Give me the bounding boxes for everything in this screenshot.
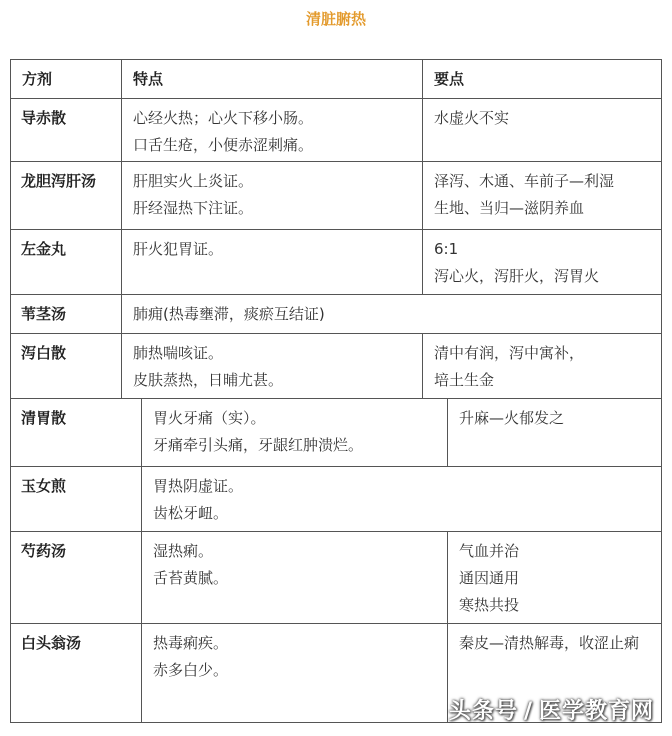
point-line: 水虚火不实 <box>434 109 510 127</box>
row-points-cell <box>447 531 662 623</box>
row-name-cell <box>10 98 121 161</box>
point-line: 清中有润，泻中寓补， <box>434 344 585 362</box>
row-features-cell <box>121 98 422 161</box>
point-line: 培土生金 <box>434 371 495 389</box>
row-features-cell <box>141 398 447 466</box>
formula-name: 芍药汤 <box>21 542 67 560</box>
feature-line: 心经火热；心火下移小肠。 <box>133 109 314 127</box>
feature-line: 肺痈(热毒壅滞，痰瘀互结证) <box>133 305 325 323</box>
watermark-source: 头条号 <box>448 699 518 724</box>
formula-name: 白头翁汤 <box>21 634 82 652</box>
point-line: 秦皮—清热解毒，收涩止痢 <box>459 634 640 652</box>
row-points-cell <box>422 98 662 161</box>
watermark-slash: / <box>523 699 533 724</box>
row-name-cell <box>10 294 121 333</box>
row-features-cell <box>121 161 422 229</box>
point-line: 通因通用 <box>459 569 520 587</box>
row-features-cell <box>121 294 662 333</box>
watermark-publisher: 医学教育网 <box>538 699 654 724</box>
row-points-cell <box>422 333 662 398</box>
formula-name: 左金丸 <box>21 240 67 258</box>
header-formula: 方剂 <box>22 70 53 88</box>
row-features-cell <box>141 466 662 531</box>
point-line: 生地、当归—滋阴养血 <box>434 199 585 217</box>
header-features: 特点 <box>133 70 164 88</box>
feature-line: 皮肤蒸热，日晡尤甚。 <box>133 371 284 389</box>
feature-line: 口舌生疮，小便赤涩刺痛。 <box>133 136 314 154</box>
feature-line: 湿热痢。 <box>153 542 214 560</box>
point-line: 泻心火，泻肝火，泻胃火 <box>434 267 600 285</box>
formula-name: 龙胆泻肝汤 <box>21 172 97 190</box>
row-name-cell <box>10 466 141 531</box>
row-points-cell <box>422 229 662 294</box>
row-name-cell <box>10 161 121 229</box>
row-name-cell <box>10 623 141 723</box>
row-features-cell <box>121 333 422 398</box>
header-cell-features <box>121 59 422 98</box>
formula-name: 苇茎汤 <box>21 305 67 323</box>
header-cell-points <box>422 59 662 98</box>
row-name-cell <box>10 398 141 466</box>
row-features-cell <box>121 229 422 294</box>
feature-line: 舌苔黄腻。 <box>153 569 229 587</box>
point-line: 气血并治 <box>459 542 520 560</box>
point-line: 寒热共投 <box>459 596 520 614</box>
formula-name: 玉女煎 <box>21 477 67 495</box>
point-line: 6:1 <box>434 240 459 258</box>
feature-line: 肺热喘咳证。 <box>133 344 224 362</box>
row-name-cell <box>10 333 121 398</box>
feature-line: 热毒痢疾。 <box>153 634 229 652</box>
feature-line: 肝经湿热下注证。 <box>133 199 254 217</box>
feature-line: 肝胆实火上炎证。 <box>133 172 254 190</box>
watermark <box>449 694 654 725</box>
row-name-cell <box>10 531 141 623</box>
page-title: 清脏腑热 <box>305 10 366 28</box>
formula-name: 清胃散 <box>21 409 67 427</box>
header-points: 要点 <box>434 70 465 88</box>
formula-name: 导赤散 <box>21 109 67 127</box>
feature-line: 胃热阴虚证。 <box>153 477 244 495</box>
formula-name: 泻白散 <box>21 344 67 362</box>
row-name-cell <box>10 229 121 294</box>
row-points-cell <box>422 161 662 229</box>
feature-line: 牙痛牵引头痛，牙龈红肿溃烂。 <box>153 436 364 454</box>
point-line: 升麻—火郁发之 <box>459 409 565 427</box>
feature-line: 肝火犯胃证。 <box>133 240 224 258</box>
header-cell-formula <box>10 59 121 98</box>
row-features-cell <box>141 623 447 723</box>
row-points-cell <box>447 398 662 466</box>
row-features-cell <box>141 531 447 623</box>
feature-line: 胃火牙痛（实）。 <box>153 409 266 427</box>
feature-line: 齿松牙衄。 <box>153 504 229 522</box>
feature-line: 赤多白少。 <box>153 661 229 679</box>
point-line: 泽泻、木通、车前子—利湿 <box>434 172 615 190</box>
